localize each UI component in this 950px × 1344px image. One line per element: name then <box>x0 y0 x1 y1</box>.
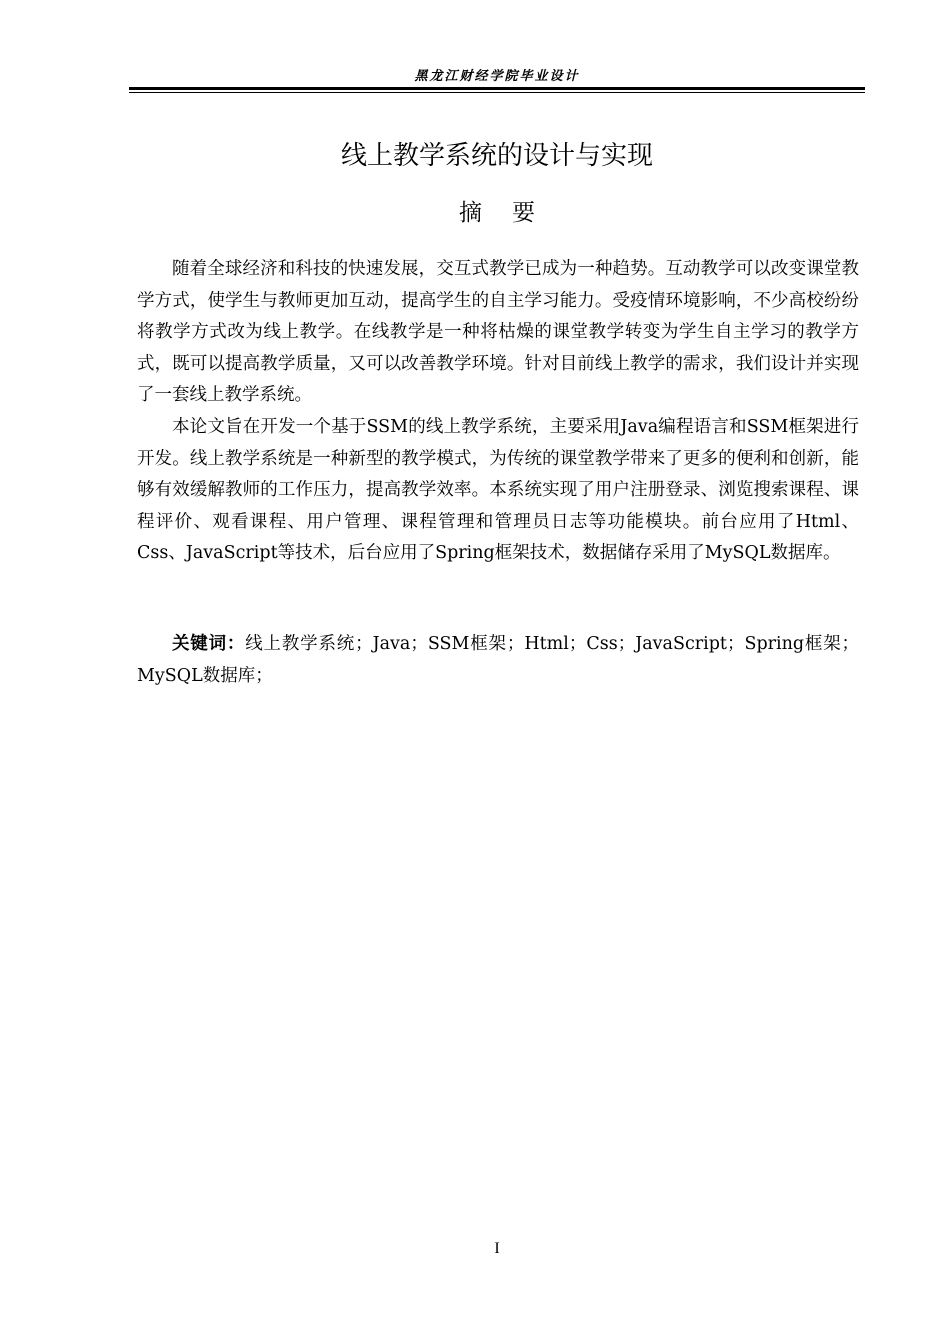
page-number: I <box>494 1240 500 1257</box>
abstract-heading: 摘要 <box>459 200 565 226</box>
keywords-text: 线上教学系统；Java；SSM框架；Html；Css；JavaScript；Spring框架；MySQL数据库； <box>137 634 859 686</box>
paper-title: 线上教学系统的设计与实现 <box>340 141 653 171</box>
header-rule-thick <box>129 87 865 90</box>
abstract-paragraph-1: 随着全球经济和科技的快速发展，交互式教学已成为一种趋势。互动教学可以改变课堂教学方式，使学生与教师更加互动，提高学生的自主学习能力。受疫情环境影响，不少高校纷纷将教学方式改为线上教学。在线教学是一种将枯燥的课堂教学转变为学生自主学习的教学方式，既可以提高教学质量，又可以改善教学环境。针对目前线上教学的需求，我们设计并实现了一套线上教学系统。 <box>137 259 859 406</box>
running-header: 黑龙江财经学院毕业设计 <box>414 69 580 84</box>
keywords <box>137 629 859 692</box>
keywords-label: 关键词： <box>172 634 246 654</box>
abstract-paragraph-2: 本论文旨在开发一个基于SSM的线上教学系统，主要采用Java编程语言和SSM框架进行开发。线上教学系统是一种新型的教学模式，为传统的课堂教学带来了更多的便利和创新，能够有效缓解教师的工作压力，提高教学效率。本系统实现了用户注册登录、浏览搜索课程、课程评价、观看课程、用户管理、课程管理和管理员日志等功能模块。前台应用了Html、Css、JavaScript等技术，后台应用了Spring框架技术，数据储存采用了MySQL数据库。 <box>137 416 859 564</box>
abstract-body <box>137 254 859 570</box>
header-rule-thin <box>129 92 865 93</box>
